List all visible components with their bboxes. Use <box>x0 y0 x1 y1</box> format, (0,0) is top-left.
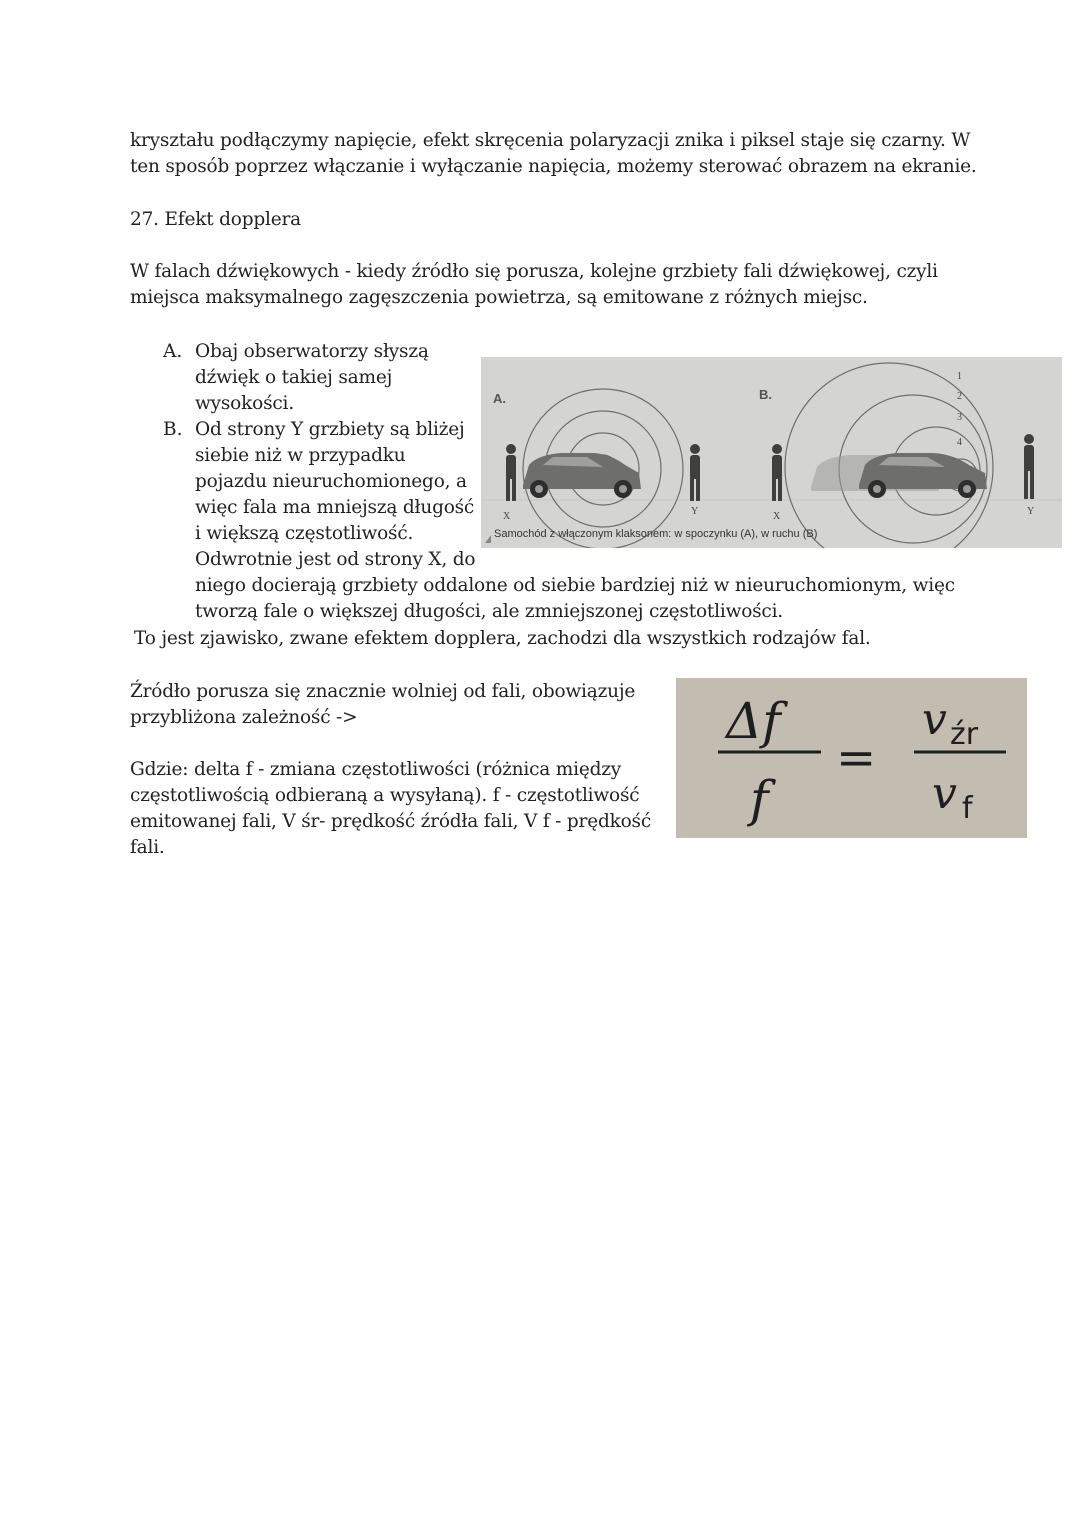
list-line: dźwięk o takiej samej <box>195 367 393 388</box>
figure-background <box>481 357 1062 548</box>
paragraph-line: W falach dźwiękowych - kiedy źródło się porusza, kolejne grzbiety fali dźwiękowej, czyli <box>130 261 938 282</box>
list-line: Odwrotnie jest od strony X, do <box>195 549 476 570</box>
observer-x-label: X <box>773 511 781 522</box>
intro-paragraph <box>130 128 977 180</box>
formula-lhs-numerator: Δf <box>726 692 781 750</box>
formula-rhs-denominator: v <box>932 768 957 819</box>
list-line: Obaj obserwatorzy słyszą <box>195 341 429 362</box>
doppler-intro-paragraph <box>130 259 938 311</box>
observer-y-label: Y <box>691 506 699 517</box>
crest-number: 1 <box>957 371 962 382</box>
list-line: tworzą fale o większej długości, ale zmniejszonej częstotliwości. <box>195 601 783 622</box>
paragraph-line: miejsca maksymalnego zagęszczenia powietrza, są emitowane z różnych miejsc. <box>130 287 868 308</box>
paragraph-line: Źródło porusza się znacznie wolniej od fali, obowiązuje <box>130 681 636 702</box>
crest-number: 4 <box>957 437 962 448</box>
paragraph-line: Gdzie: delta f - zmiana częstotliwości (różnica między <box>130 759 622 780</box>
observer-x-label: X <box>503 511 511 522</box>
list-line: pojazdu nieuruchomionego, a <box>195 471 467 492</box>
intro-line: ten sposób poprzez włączanie i wyłączanie napięcia, możemy sterować obrazem na ekranie. <box>130 156 977 177</box>
list-line: więc fala ma mniejszą długość <box>195 497 475 518</box>
formula-equals: = <box>836 730 877 786</box>
formula-lhs-denominator: f <box>750 770 769 828</box>
definitions-paragraph <box>130 757 651 861</box>
list-line: wysokości. <box>195 393 294 414</box>
crest-number: 3 <box>957 412 962 423</box>
list-line: niego docierają grzbiety oddalone od siebie bardziej niż w nieuruchomionym, więc <box>195 575 955 596</box>
list-label-a: A. <box>163 341 183 362</box>
list-label-b: B. <box>163 419 183 440</box>
intro-line: kryształu podłączymy napięcie, efekt skręcenia polaryzacji znika i piksel staje się czarny. W <box>130 130 971 151</box>
panel-b-label: B. <box>759 387 772 402</box>
paragraph-line: częstotliwością odbieraną a wysyłaną). f - częstotliwość <box>130 785 640 806</box>
paragraph-line: przybliżona zależność -> <box>130 707 358 728</box>
figure-caption: Samochód z włączonym klaksonem: w spoczynku (A), w ruchu (B) <box>494 528 818 540</box>
formula-rhs-numerator: v <box>922 694 947 745</box>
panel-a-label: A. <box>493 391 506 406</box>
conclusion-line: To jest zjawisko, zwane efektem dopplera, zachodzi dla wszystkich rodzajów fal. <box>134 628 871 649</box>
observer-y-label: Y <box>1027 506 1035 517</box>
paragraph-line: fali. <box>130 837 165 858</box>
crest-number: 2 <box>957 391 962 402</box>
paragraph-line: emitowanej fali, V śr- prędkość źródła fali, V f - prędkość <box>130 811 651 832</box>
formula-rhs-denominator-subscript: f <box>962 791 973 826</box>
list-line: siebie niż w przypadku <box>195 445 406 466</box>
doppler-formula <box>676 678 1027 838</box>
approximation-paragraph <box>130 679 635 731</box>
list-line: i większą częstotliwość. <box>195 523 414 544</box>
list-line: Od strony Y grzbiety są bliżej <box>195 419 465 440</box>
doppler-figure <box>481 357 1062 548</box>
list-item-a <box>195 339 429 417</box>
section-title: 27. Efekt dopplera <box>130 209 301 230</box>
formula-rhs-numerator-subscript: źr <box>950 717 979 752</box>
